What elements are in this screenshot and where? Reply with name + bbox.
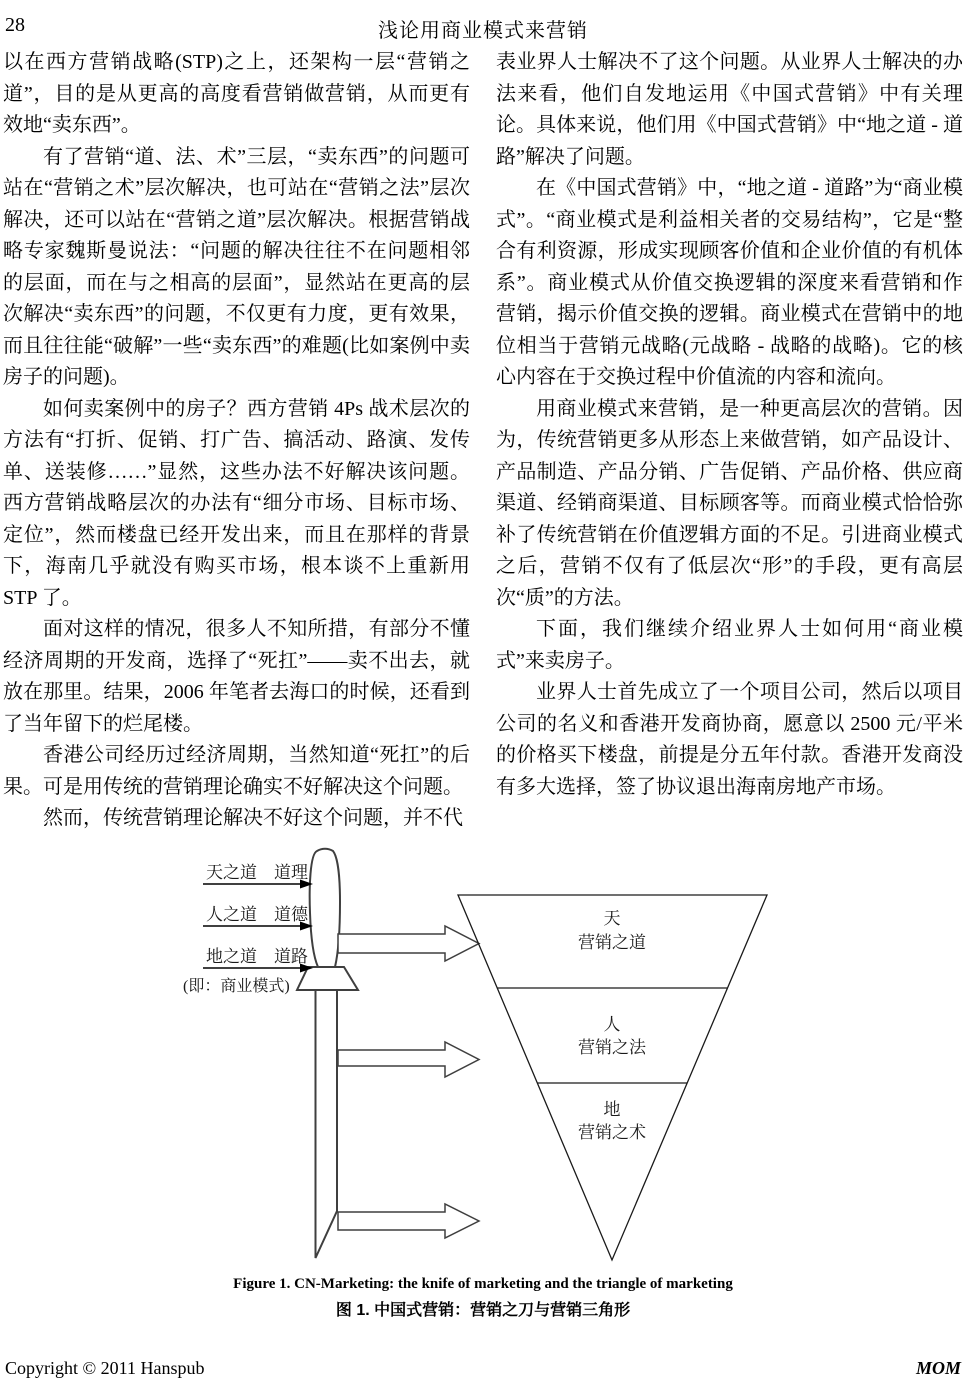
tier1-name: 天	[603, 909, 621, 928]
column-left	[3, 47, 470, 835]
figure-caption-chinese: 图 1. 中国式营销：营销之刀与营销三角形	[335, 1302, 631, 1319]
tier2-label: 营销之法	[578, 1038, 646, 1057]
paragraph: 用商业模式来营销，是一种更高层次的营销。因为，传统营销更多从形态上来做营销，如产品设计、产品制造、产品分销、广告促销、产品价格、供应商渠道、经销商渠道、目标顾客等。而商业模式恰恰弥补了传统营销在价值逻辑方面的不足。引进商业模式之后，营销不仅有了低层次“形”的手段，更有高层次“质”的方法。	[496, 397, 963, 609]
paragraph: 如何卖案例中的房子？西方营销 4Ps 战术层次的方法有“打折、促销、打广告、搞活动、路演、发传单、送装修……”显然，这些办法不好解决该问题。西方营销战略层次的办法有“细分市场、目标市场、定位”，然而楼盘已经开发出来，而且在那样的背景下，海南几乎就没有购买市场，根本谈不上重新用 STP 了。	[3, 397, 470, 609]
body-columns	[3, 47, 963, 835]
paragraph: 有了营销“道、法、术”三层，“卖东西”的问题可站在“营销之术”层次解决，也可站在“营销之法”层次解决，还可以站在“营销之道”层次解决。根据营销战略专家魏斯曼说法：“问题的解决往往不在问题相邻的层面，而在与之相高的层面”，显然站在更高的层次解决“卖东西”的问题，不仅更有力度，更有效果，而且往往能“破解”一些“卖东西”的难题(比如案例中卖房子的问题)。	[3, 145, 470, 388]
figure-1	[0, 845, 966, 1265]
column-right	[496, 47, 963, 835]
paragraph: 香港公司经历过经济周期，当然知道“死扛”的后果。可是用传统的营销理论确实不好解决这个问题。	[3, 744, 470, 798]
dao-label-earth: 地之道 道路	[206, 947, 308, 966]
tier2-name: 人	[603, 1015, 621, 1034]
block-arrow-bottom	[338, 1204, 479, 1238]
running-title: 浅论用商业模式来营销	[378, 20, 588, 42]
copyright-text: Copyright © 2011 Hanspub	[5, 1358, 205, 1378]
dao-label-heaven: 天之道 道理	[206, 863, 308, 882]
paragraph: 然而，传统营销理论解决不好这个问题，并不代	[43, 807, 463, 829]
page-footer	[0, 1358, 966, 1382]
paragraph: 以在西方营销战略(STP)之上，还架构一层“营销之道”，目的是从更高的高度看营销做营销，从而更有效地“卖东西”。	[3, 51, 470, 136]
knife-handle-shape	[316, 990, 338, 1258]
paragraph: 下面，我们继续介绍业界人士如何用“商业模式”来卖房子。	[496, 618, 963, 672]
journal-abbreviation: MOM	[915, 1358, 961, 1378]
block-arrows	[338, 926, 479, 1238]
block-arrow-middle	[338, 1042, 479, 1077]
knife-guard-shape	[297, 967, 358, 990]
knife-blade-shape	[310, 849, 340, 967]
knife-and-triangle-diagram	[0, 845, 966, 1265]
paragraph: 业界人士首先成立了一个项目公司，然后以项目公司的名义和香港开发商协商，愿意以 2500 元/平米的价格买下楼盘，前提是分五年付款。香港开发商没有多大选择，签了协议退出海南房地产市场。	[496, 681, 963, 798]
page-header	[0, 12, 966, 44]
dao-note-business-model: (即：商业模式)	[183, 978, 290, 995]
paragraph: 表业界人士解决不了这个问题。从业界人士解决的办法来看，他们自发地运用《中国式营销》中有关理论。具体来说，他们用《中国式营销》中“地之道 - 道路”解决了问题。	[496, 51, 963, 168]
dao-label-man: 人之道 道德	[206, 905, 308, 924]
page-number: 28	[5, 14, 25, 36]
figure-captions	[0, 1276, 966, 1320]
block-arrow-top	[338, 926, 479, 961]
tier3-label: 营销之术	[578, 1123, 646, 1142]
figure-caption-english: Figure 1. CN-Marketing: the knife of marketing and the triangle of marketing	[233, 1276, 733, 1292]
paragraph: 面对这样的情况，很多人不知所措，有部分不懂经济周期的开发商，选择了“死扛”——卖不出去，就放在那里。结果，2006 年笔者去海口的时候，还看到了当年留下的烂尾楼。	[3, 618, 470, 735]
tier1-label: 营销之道	[578, 933, 646, 952]
paragraph: 在《中国式营销》中，“地之道 - 道路”为“商业模式”。“商业模式是利益相关者的交易结构”，它是“整合有利资源，形成实现顾客价值和企业价值的有机体系”。商业模式从价值交换逻辑的深度来看营销和作营销，揭示价值交换的逻辑。商业模式在营销中的地位相当于营销元战略(元战略 - 战略的战略)。它的核心内容在于交换过程中价值流的内容和流向。	[496, 177, 963, 388]
tier3-name: 地	[603, 1100, 621, 1119]
